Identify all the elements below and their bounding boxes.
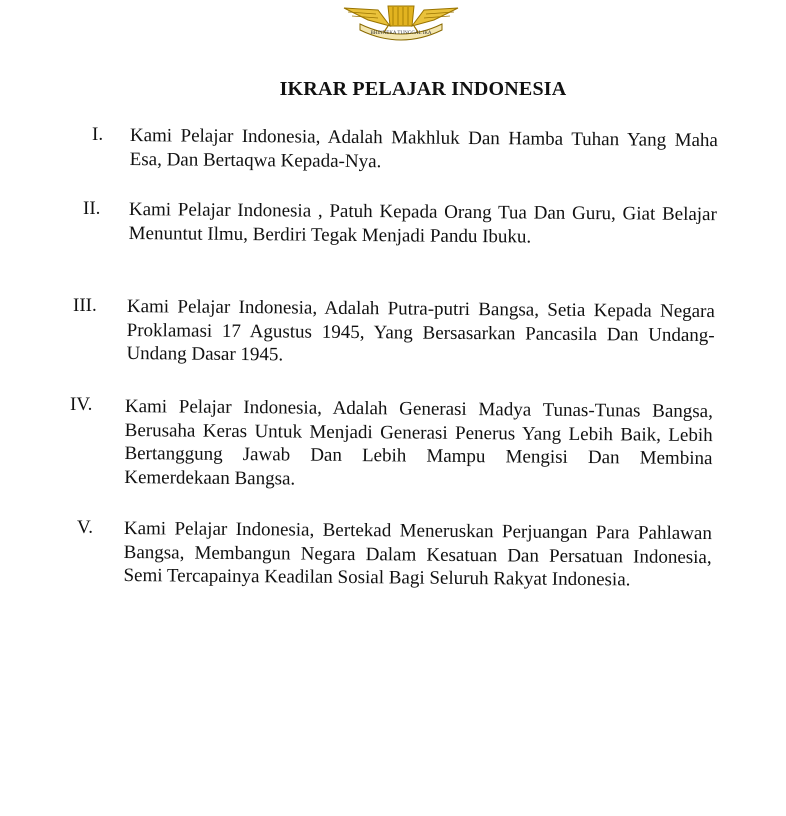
pledge-numeral: V. <box>77 517 94 538</box>
pledge-text: Kami Pelajar Indonesia, Adalah Makhluk Dan Hamba Tuhan Yang Maha Esa, Dan Bertaqwa Kepada-Nya. <box>129 124 718 172</box>
emblem-motto: BHINNEKA TUNGGAL IKA <box>370 31 432 36</box>
pledge-text: Kami Pelajar Indonesia, Adalah Generasi Madya Tunas-Tunas Bangsa, Berusaha Keras Untuk Menjadi Generasi Penerus Yang Lebih Baik, Lebih Bertanggung Jawab Dan Lebih Mampu Mengisi Dan Membina Kemerdekaan Bangsa. <box>124 395 713 489</box>
pledge-numeral: IV. <box>70 394 93 415</box>
pledge-numeral: III. <box>73 295 97 316</box>
garuda-emblem-icon <box>338 0 464 44</box>
pledge-numeral: I. <box>92 124 104 145</box>
pledge-text: Kami Pelajar Indonesia, Adalah Putra-putri Bangsa, Setia Kepada Negara Proklamasi 17 Agustus 1945, Yang Bersasarkan Pancasila Dan Undang-Undang Dasar 1945. <box>126 295 715 366</box>
pledge-text: Kami Pelajar Indonesia , Patuh Kepada Orang Tua Dan Guru, Giat Belajar Menuntut Ilmu, Berdiri Tegak Menjadi Pandu Ibuku. <box>128 198 717 248</box>
pledge-numeral: II. <box>83 198 101 219</box>
document-title: IKRAR PELAJAR INDONESIA <box>279 78 567 100</box>
pledge-text: Kami Pelajar Indonesia, Bertekad Meneruskan Perjuangan Para Pahlawan Bangsa, Membangun Negara Dalam Kesatuan Dan Persatuan Indonesia, Semi Tercapainya Keadilan Sosial Bagi Seluruh Rakyat Indonesia. <box>123 517 712 591</box>
